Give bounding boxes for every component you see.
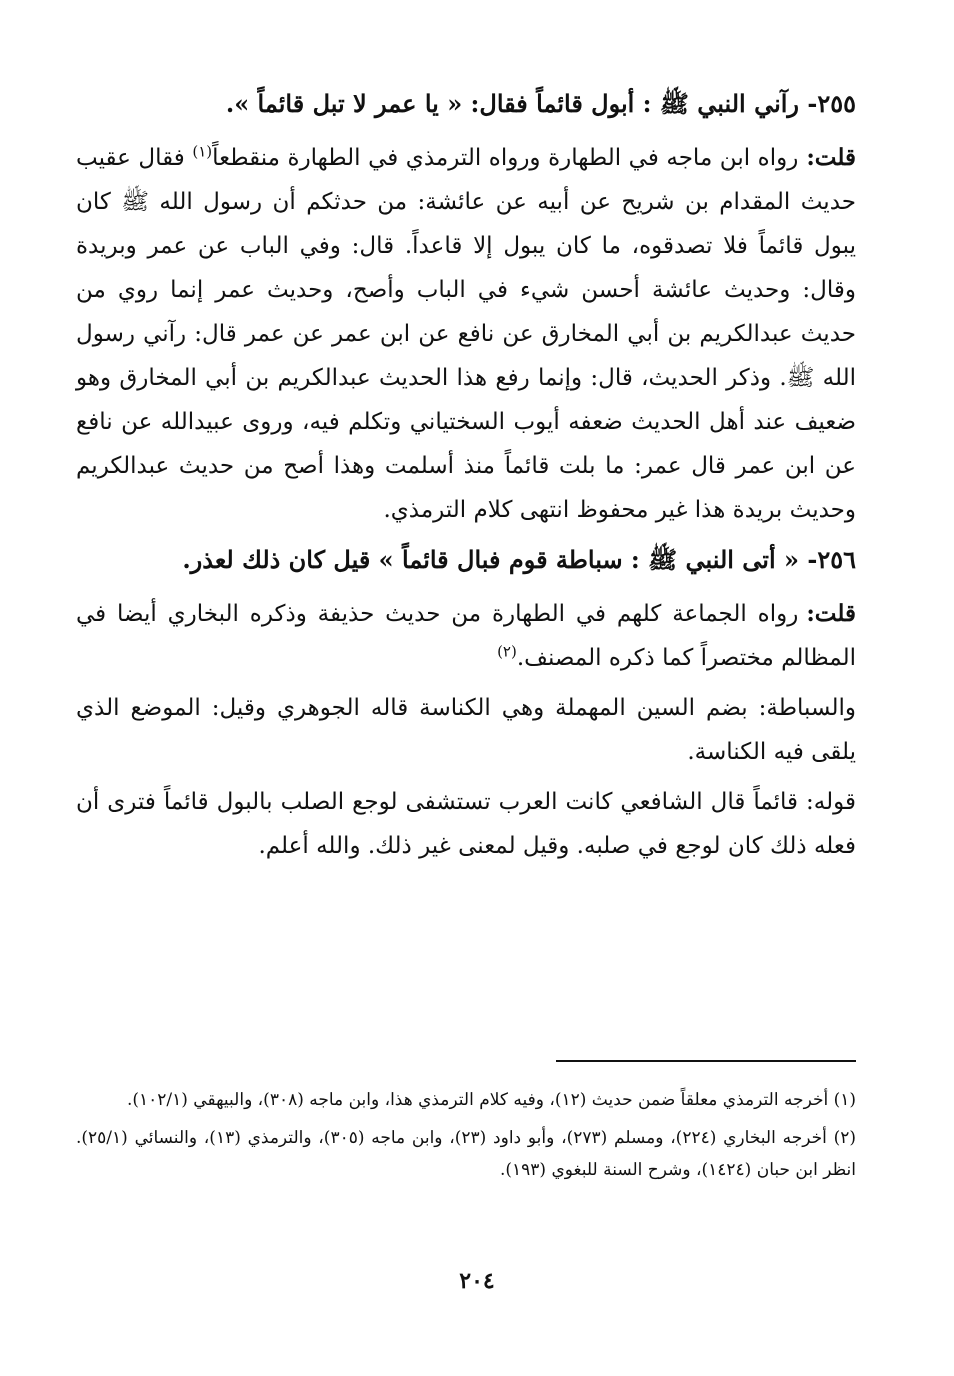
shafii-comment: قوله: قائماً قال الشافعي كانت العرب تستشفى لوجع الصلب بالبول قائماً فترى أن فعله ذلك كان لوجع في صلبه. وقيل لمعنى غير ذلك. والله أعلم.: [76, 789, 856, 859]
hadith-256-heading: ٢٥٦- « أتى النبي ﷺ : سباطة قوم فبال قائماً » قيل كان ذلك لعذر.: [182, 545, 856, 574]
commentary-text: رواه الجماعة كلهم في الطهارة من حديث حذيفة وذكره البخاري أيضا في المظالم مختصراً كما ذكره المصنف.: [76, 601, 856, 671]
hadith-255-heading: ٢٥٥- رآني النبي ﷺ : أبول قائماً فقال: « يا عمر لا تبل قائماً ».: [225, 89, 856, 118]
hadith-255-commentary: [76, 136, 856, 532]
qult-label: قلت:: [806, 144, 856, 171]
footnote-1: (١) أخرجه الترمذي معلقاً ضمن حديث (١٢)، وفيه كلام الترمذي هذا، وابن ماجه (٣٠٨)، والبيهقي (١٠٢/١).: [126, 1090, 856, 1110]
commentary-text: رواه ابن ماجه في الطهارة ورواه الترمذي في الطهارة منقطعاً: [212, 145, 799, 171]
hadith-256-commentary: [76, 592, 856, 680]
footnote-separator: [556, 1060, 856, 1062]
main-text: [76, 82, 856, 874]
commentary-text-continued: فقال عقيب حديث المقدام بن شريح عن أبيه عن عائشة: من حدثكم أن رسول الله ﷺ كان يبول قائماً فلا تصدقوه، ما كان يبول إلا قاعداً. قال: وفي الباب عن عمر وبريدة وقال: وحديث عائشة أحسن شيء في الباب وأصح، وحديث عمر إنما روي من حديث عبدالكريم بن أبي المخارق عن نافع عن ابن عمر عن عمر قال: رآني رسول الله ﷺ. وذكر الحديث، قال: وإنما رفع هذا الحديث عبدالكريم بن أبي المخارق وهو ضعيف عند أهل الحديث ضعفه أيوب السختياني وتكلم فيه، وروى عبيدالله عن نافع عن ابن عمر قال عمر: ما بلت قائماً منذ أسلمت وهذا أصح من حديث عبدالكريم وحديث بريدة هذا غير محفوظ انتهى كلام الترمذي.: [76, 145, 856, 523]
qult-label: قلت:: [806, 600, 856, 627]
footnote-ref-2[interactable]: (٢): [497, 642, 517, 661]
page-number: ٢٠٤: [459, 1268, 495, 1294]
footnote-ref-1[interactable]: (١): [192, 142, 213, 161]
sibata-definition: والسباطة: بضم السين المهملة وهي الكناسة قاله الجوهري وقيل: الموضع الذي يلقى فيه الكناسة.: [76, 695, 856, 765]
footnotes: [76, 1084, 856, 1192]
footnote-2: (٢) أخرجه البخاري (٢٢٤)، ومسلم (٢٧٣)، وأبو داود (٢٣)، وابن ماجه (٣٠٥)، والترمذي (١٣)، والنسائي (٢٥/١). انظر ابن حبان (١٤٢٤)، وشرح السنة للبغوي (١٩٣).: [76, 1128, 856, 1180]
